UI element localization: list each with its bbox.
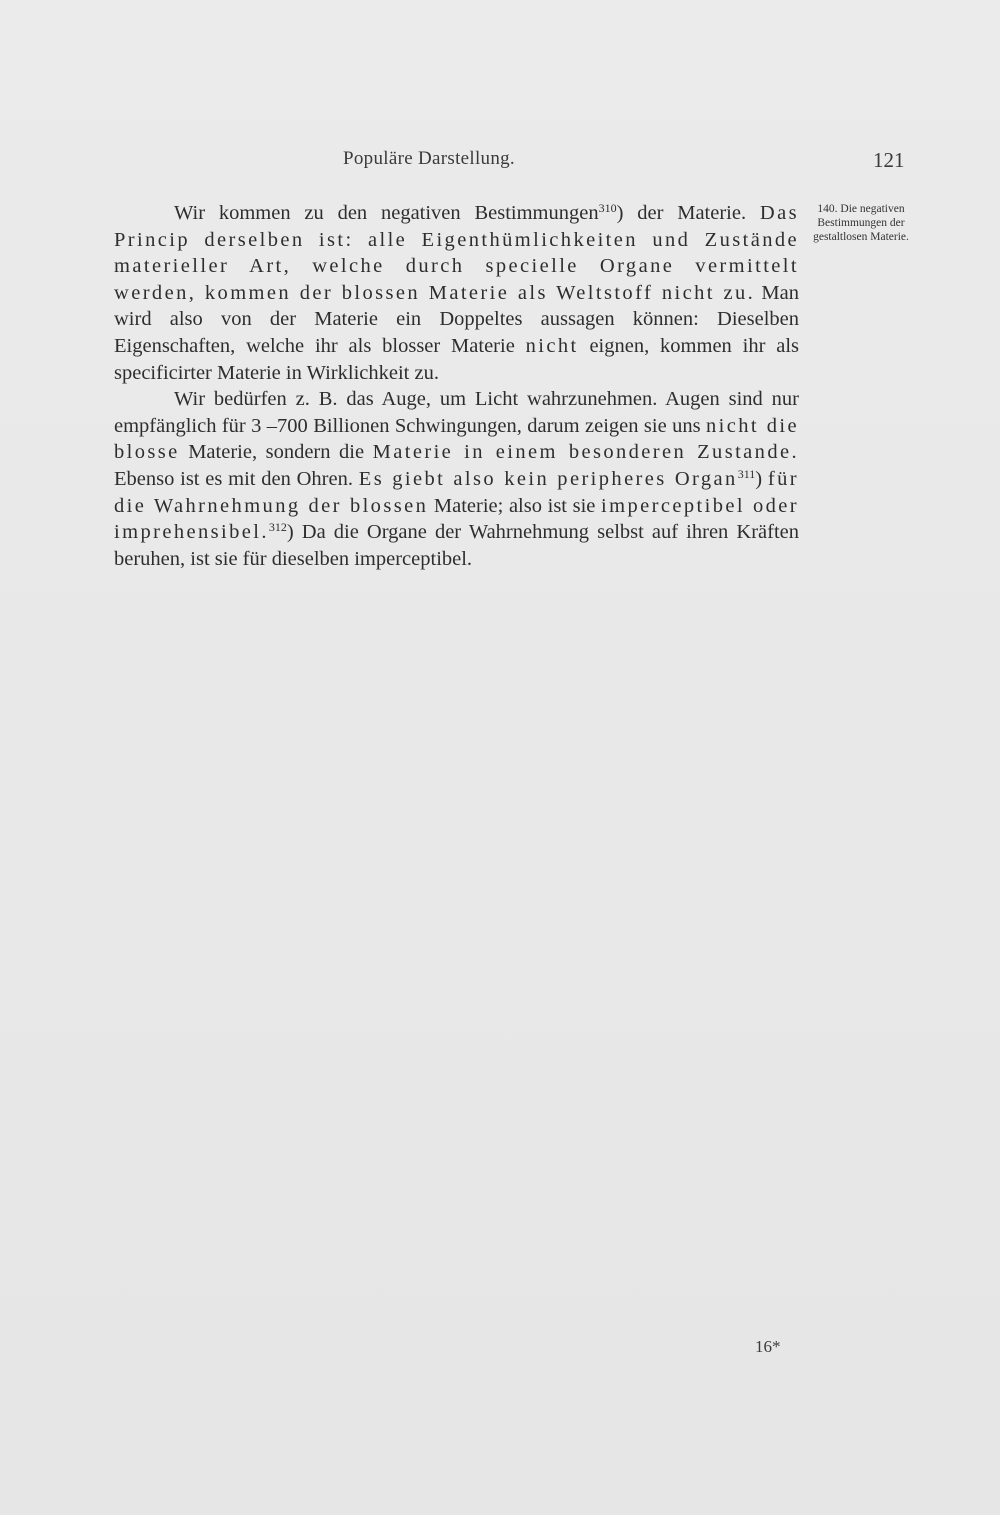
text-run: Wir bedürfen z. B. das Auge, um Licht wahrzunehmen. Augen sind nur empfänglich für 3 –700 Billionen Schwingungen, darum zeigen sie uns bbox=[114, 388, 799, 437]
spaced-emphasis: nicht bbox=[525, 334, 579, 357]
signature-mark: 16* bbox=[755, 1337, 781, 1356]
text-run: Ebenso ist es mit den Ohren. bbox=[114, 467, 359, 490]
footnote-ref-312: 312 bbox=[268, 520, 287, 535]
text-run: ) Da die Organe der Wahrnehmung selbst auf ihren Kräften beruhen, ist sie für dieselben imperceptibel. bbox=[114, 521, 799, 570]
text-run: Man wird also von der Materie ein Doppeltes aussagen können: Dieselben Eigenschaften, welche ihr als blosser Materie bbox=[114, 281, 799, 357]
footnote-ref-311: 311 bbox=[737, 466, 756, 481]
running-head-title: Populäre Darstellung. bbox=[343, 148, 515, 169]
spaced-emphasis: Das Princip derselben ist: alle Eigenthümlichkeiten und Zustände materieller Art, welche durch specielle Organe vermittelt werden, kommen der blossen Materie als Weltstoff nicht zu. bbox=[114, 202, 799, 304]
page-number: 121 bbox=[873, 148, 905, 172]
footnote-ref-310: 310 bbox=[598, 201, 617, 215]
text-run: Materie, sondern die bbox=[179, 441, 373, 464]
paragraph-1 bbox=[114, 200, 799, 386]
text-run: ) der Materie. bbox=[616, 202, 760, 224]
text-run: Materie; also ist sie bbox=[428, 494, 602, 517]
margin-note: 140. Die negativen Bestimmungen der gestaltlosen Materie. bbox=[813, 203, 909, 243]
spaced-emphasis: nicht die blosse bbox=[114, 414, 799, 464]
spaced-emphasis: Es giebt also kein peripheres Organ bbox=[358, 467, 738, 490]
paragraph-2 bbox=[114, 386, 799, 572]
spaced-emphasis: Materie in einem besonderen Zustande. bbox=[372, 441, 799, 464]
body-text bbox=[114, 200, 799, 572]
text-run: Wir kommen zu den negativen Bestimmungen bbox=[174, 202, 599, 224]
spaced-emphasis: für die Wahrnehmung der blossen bbox=[114, 467, 799, 517]
text-run: eignen, kommen ihr als specificirter Materie in Wirklichkeit zu. bbox=[114, 334, 799, 384]
spaced-emphasis: imperceptibel oder imprehensibel. bbox=[114, 494, 800, 544]
text-run: ) bbox=[755, 467, 768, 490]
